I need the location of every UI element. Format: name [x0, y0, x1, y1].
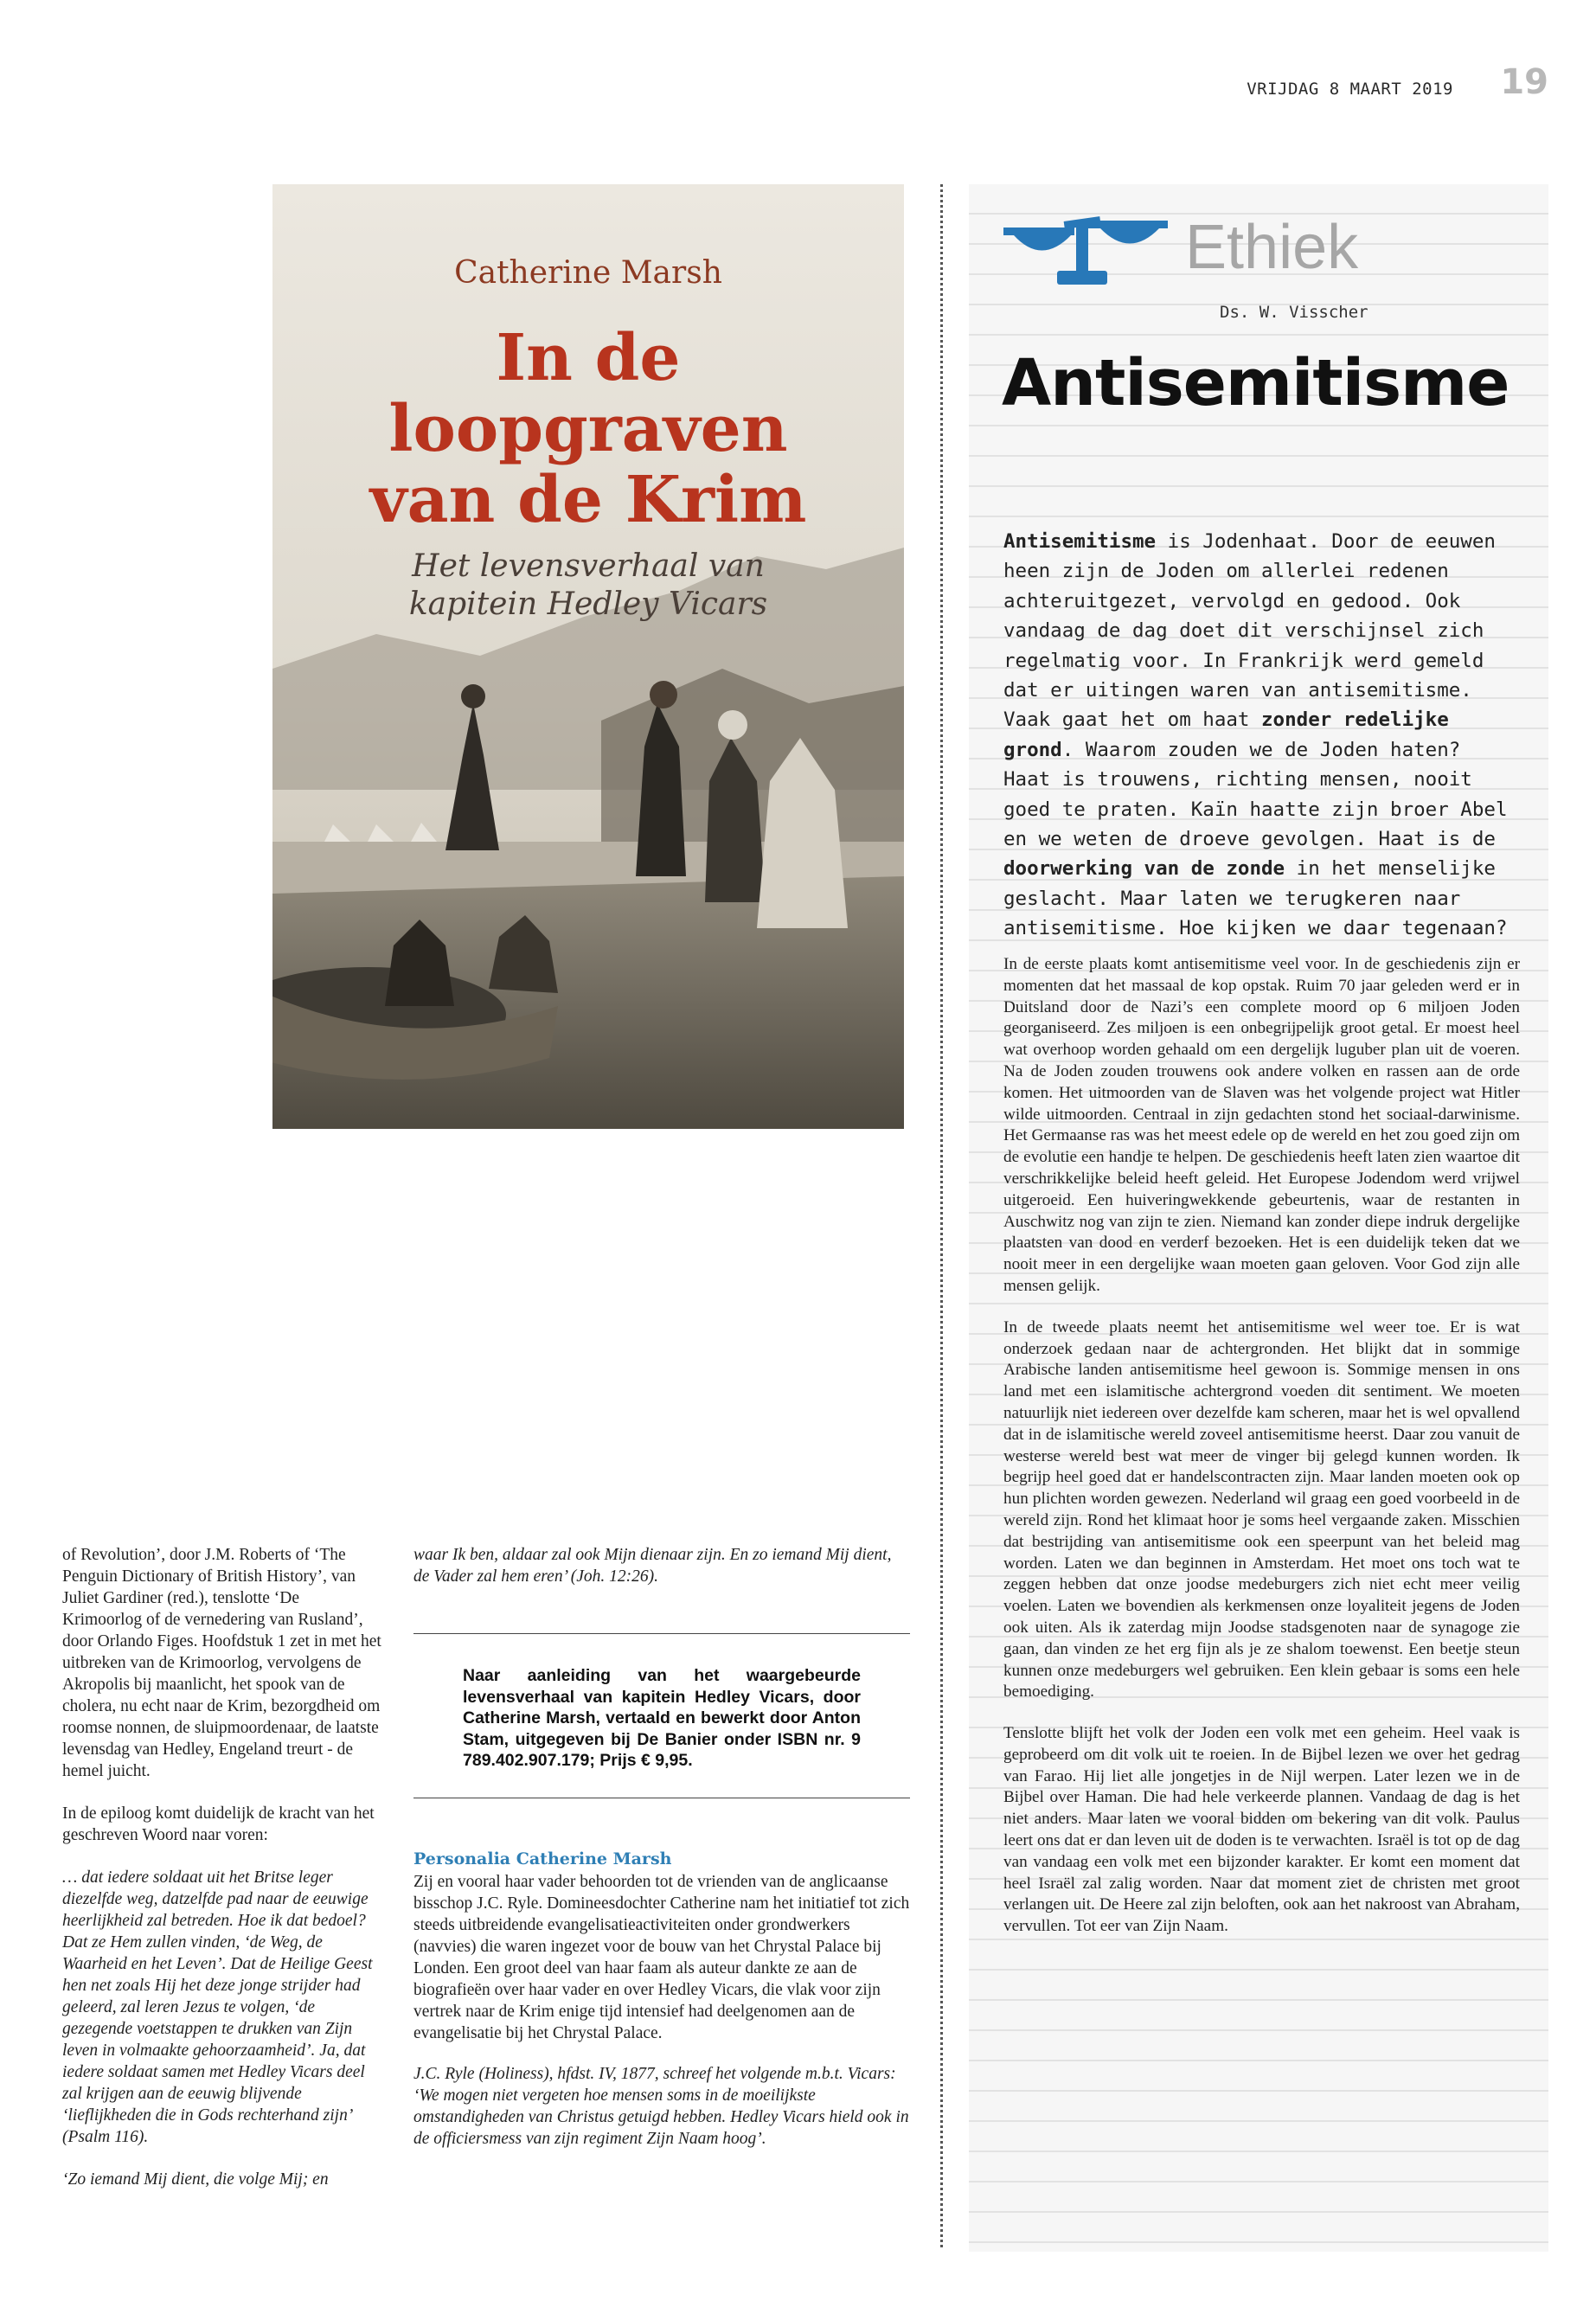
cover-title: [272, 323, 904, 535]
page-date: VRIJDAG 8 MAART 2019: [1247, 80, 1453, 99]
cover-title-line: In de: [496, 321, 681, 395]
lead-text: is Jodenhaat. Door de eeuwen heen zijn de Joden om allerlei redenen achteruitgezet, vervolgd en gedood. Ook vandaag de dag doet dit verschijnsel zich regelmatig voor. In Frankrijk werd gemeld dat er uitingen waren van antisemitisme. Vaak gaat het om haat: [1003, 530, 1496, 732]
cover-title-line: loopgraven: [388, 392, 788, 466]
book-cover-image: [272, 184, 904, 1129]
cover-title-line: van de Krim: [369, 463, 807, 537]
book-review-column-left: [62, 1544, 382, 2211]
lead-bold: Antisemitisme: [1003, 530, 1157, 553]
personalia-text: Zij en vooral haar vader behoorden tot de vrienden van de anglicaanse bisschop J.C. Ryle. Domineesdochter Catherine nam het initiatief tot zich steeds uitbreidende evangelisatieactiviteiten onder grondwerkers (navvies) die waren ingezet voor de bouw van het Chrystal Palace bij Londen. Een groot deel van haar faam als auteur dankte ze aan de biografieën over haar vader en over Hedley Vicars, die vlak voor zijn vertrek naar de Krim enige tijd intensief had deelgenomen aan de evangelisatie bij het Chrystal Palace.: [413, 1873, 910, 2042]
cover-author: Catherine Marsh: [454, 255, 722, 291]
review-paragraph: of Revolution’, door J.M. Roberts of ‘The Penguin Dictionary of British History’, van Juliet Gardiner (red.), tenslotte ‘De Krimoorlog of de vernedering van Rusland’, door Orlando Figes. Hoofdstuk 1 zet in met het uitbreken van de Krimoorlog, vervolgens de Akropolis bij maanlicht, het spook van de cholera, nu echt naar de Krim, bezorgdheid om roomse nonnen, de sluipmoordenaar, de laatste levensdag van Hedley, Engeland treurt - de hemel juicht.: [62, 1546, 381, 1780]
page-number: 19: [1500, 62, 1548, 102]
scale-icon: [1003, 212, 1168, 294]
personalia-heading: Personalia Catherine Marsh: [413, 1849, 672, 1868]
section-label: Ethiek: [1185, 213, 1359, 282]
ryle-quote: J.C. Ryle (Holiness), hfdst. IV, 1877, schreef het volgende m.b.t. Vicars: ‘We mogen niet vergeten hoe mensen soms in de moeilijkste omstandigheden van Christus getuigd hebben. Hedley Vicars hield ook in de officiersmess van zijn regiment Zijn Naam hoog’.: [413, 2065, 909, 2148]
lead-bold: doorwerking van de zonde: [1003, 857, 1285, 881]
column-divider: [940, 184, 943, 2247]
review-paragraph: In de epiloog komt duidelijk de kracht van het geschreven Woord naar voren:: [62, 1804, 375, 1844]
cover-subtitle-line: kapitein Hedley Vicars: [408, 586, 768, 622]
notice-rule-top: [413, 1633, 910, 1634]
lead-bold: zonder redelijke grond: [1003, 708, 1449, 761]
bible-quote-start: ‘Zo iemand Mij dient, die volge Mij; en: [62, 2170, 329, 2189]
cover-subtitle: [272, 548, 904, 624]
epilogue-quote: … dat iedere soldaat uit het Britse leger diezelfde weg, datzelfde pad naar de eeuwige heerlijkheid zal betreden. Hoe ik dat bedoel? Dat ze Hem zullen vinden, ‘de Weg, de Waarheid en het Leven’. Dat de Heilige Geest hen net zoals Hij het deze jonge strijder had geleerd, zal leren Jezus te volgen, ‘de gezegende voetstappen te drukken van Zijn leven in volmaakte gehoorzaamheid’. Ja, dat iedere soldaat samen met Hedley Vicars deel zal krijgen aan de eeuwig blijvende ‘lieflijkheden die in Gods rechterhand zijn’ (Psalm 116).: [62, 1868, 373, 2146]
article-author: Ds. W. Visscher: [1220, 303, 1368, 322]
lead-text: . Waarom zouden we de Joden haten? Haat is trouwens, richting mensen, nooit goed te praten. Kaïn haatte zijn broer Abel en we weten de droeve gevolgen. Haat is de: [1003, 738, 1508, 851]
article-body: [1003, 954, 1520, 1958]
article-paragraph: In de eerste plaats komt antisemitisme veel voor. In de geschiedenis zijn er momenten dat het massaal de kop opstak. Ruim 70 jaar geleden werd er in Duitsland door de Nazi’s een complete moord op 6 miljoen Joden georganiseerd. Zes miljoen is een onbegrijpelijk groot getal. Er moest heel wat overhoop worden gehaald om een dergelijk luguber plan uit de voeren. Na de Joden zouden trouwens ook andere volken en rassen aan de orde komen. Het uitmoorden van de Slaven was het volgende project wat Hitler wilde uitmoorden. Centraal in zijn gedachten stond het sociaal-darwinisme. Het Germaanse ras was het meest edele op de wereld en het zou goed zijn om de evolutie een handje te helpen. De geschiedenis heeft laten zien waartoe dit verschrikkelijke beleid heeft geleid. Het Europese Jodendom werd vrijwel uitgeroeid. Een huiveringwekkende gebeurtenis, waar de restanten in Auschwitz nog van zijn te zien. Niemand kan zonder diepe indruk dergelijke plaatsten van dood en verderf bezoeken. Het is een duidelijk teken dat we nooit meer in een dergelijke waan moeten gaan geloven. Voor God zijn alle mensen gelijk.: [1003, 955, 1520, 1295]
book-notice: Naar aanleiding van het waargebeurde levensverhaal van kapitein Hedley Vicars, door Catherine Marsh, vertaald en bewerkt door Anton Stam, uitgegeven bij De Banier onder ISBN nr. 9 789.402.907.179; Prijs € 9,95.: [463, 1666, 861, 1770]
article-lead: [1003, 527, 1514, 944]
book-review-column-middle: [413, 1544, 910, 1606]
lead-text: in het menselijke geslacht. Maar laten we terugkeren naar antisemitisme. Hoe kijken we daar tegenaan?: [1003, 857, 1508, 940]
personalia-section: [413, 1871, 910, 2169]
article-paragraph: Tenslotte blijft het volk der Joden een volk met een geheim. Heel vaak is geprobeerd om dit volk uit te roeien. In de Bijbel lezen we over het gedrag van Farao. Hij liet alle jongetjes in de Nijl werpen. Later lezen we in de Bijbel over Haman. Die had hele verkeerde plannen. Vandaag de dag is het niet anders. Maar laten we vooral bidden om bekering van dit volk. Paulus leert ons dat er dan leven uit de doden is te verwachten. Israël is tot op de dag van vandaag een volk met een bijzonder karakter. Er komt een moment dat heel Israël zal zalig worden. Naar dat moment ziet de christen met groot verlangen uit. De Heere zal zijn beloften, ook aan het nakroost van Abraham, vervullen. Tot eer van Zijn Naam.: [1003, 1724, 1520, 1936]
bible-quote-end: waar Ik ben, aldaar zal ook Mijn dienaar zijn. En zo iemand Mij dient, de Vader zal hem eren’ (Joh. 12:26).: [413, 1546, 892, 1586]
article-paragraph: In de tweede plaats neemt het antisemitisme wel weer toe. Er is wat onderzoek gedaan naar de achtergronden. Het blijkt dat in sommige Arabische landen antisemitisme heel gewoon is. Sommige mensen in ons land met een islamitische achtergrond voeden dit sentiment. We moeten natuurlijk niet iedereen over dezelfde kam scheren, maar het is wel opvallend dat in de islamitische wereld zoveel antisemitisme heerst. Daar zou vanuit de westerse wereld best wat meer de vinger bij gelegd kunnen worden. Ik begrijp heel goed dat er handelscontracten zijn. Maar landen moeten ook op hun plichten worden gewezen. Nederland wil graag een goed voorbeeld in de wereld zijn. Rond het klimaat hoor je soms heel vergaande zaken. Misschien dat bestrijding van antisemitisme ook een speerpunt van het beleid mag worden. Laten we dan beginnen in Amsterdam. Het moet ons toch wat te zeggen hebben dat onze joodse medeburgers zich niet echt meer veilig voelen. Laten we bovendien als kerkmensen onze loyaliteit jegens de Joden ook uiten. Als ik zaterdag mijn Joodse stadsgenoten naar de synagoge zie gaan, dan vinden ze het erg fijn als je ze shalom toewenst. Een beetje steun kunnen onze medeburgers wel gebruiken. Een klein gebaar is soms een hele bemoediging.: [1003, 1317, 1520, 1702]
cover-subtitle-line: Het levensverhaal van: [412, 548, 765, 584]
article-title: Antisemitisme: [1002, 346, 1509, 420]
